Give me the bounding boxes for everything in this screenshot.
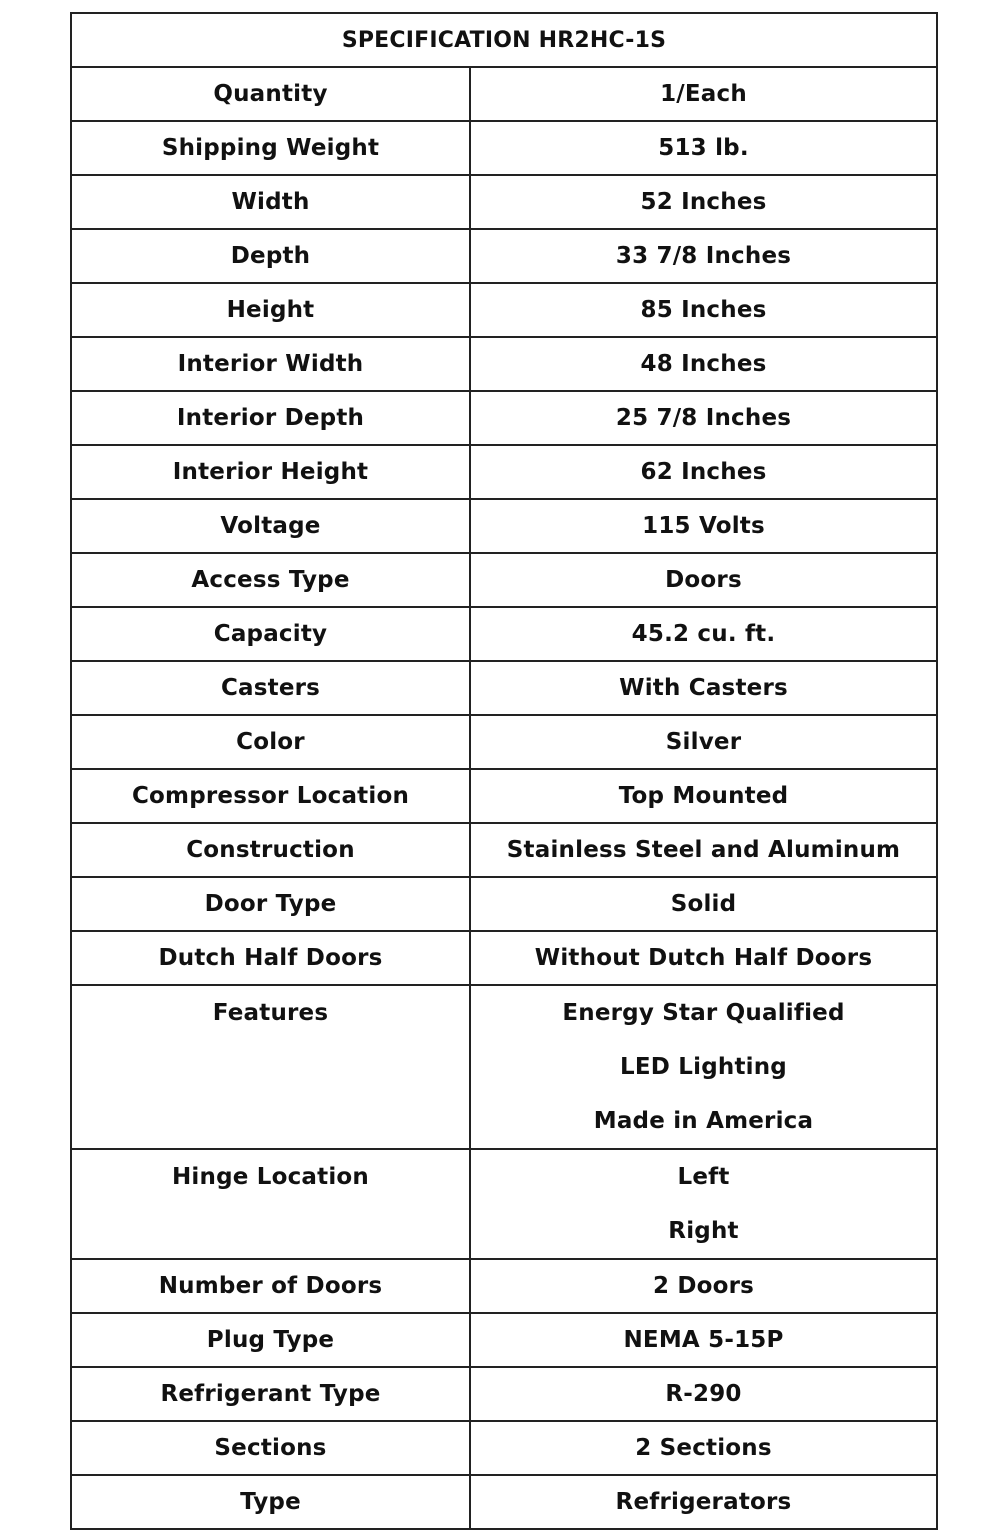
spec-value-list bbox=[470, 1149, 937, 1259]
spec-value: Refrigerators bbox=[470, 1475, 937, 1529]
spec-label: Sections bbox=[71, 1421, 470, 1475]
feature-item: Made in America bbox=[593, 1108, 814, 1134]
spec-label: Plug Type bbox=[71, 1313, 470, 1367]
spec-value: Without Dutch Half Doors bbox=[470, 931, 937, 985]
spec-value: 1/Each bbox=[470, 67, 937, 121]
hinge-item: Right bbox=[668, 1218, 739, 1244]
spec-value: 115 Volts bbox=[470, 499, 937, 553]
feature-item: Energy Star Qualified bbox=[562, 1000, 845, 1026]
spec-value: Silver bbox=[470, 715, 937, 769]
spec-value: 62 Inches bbox=[470, 445, 937, 499]
table-row bbox=[71, 607, 937, 661]
spec-label: Construction bbox=[71, 823, 470, 877]
table-row bbox=[71, 823, 937, 877]
spec-value: 25 7/8 Inches bbox=[470, 391, 937, 445]
spec-value: 513 lb. bbox=[470, 121, 937, 175]
feature-item: LED Lighting bbox=[620, 1054, 787, 1080]
spec-label: Interior Height bbox=[71, 445, 470, 499]
spec-value: NEMA 5-15P bbox=[470, 1313, 937, 1367]
spec-value: 48 Inches bbox=[470, 337, 937, 391]
spec-label: Height bbox=[71, 283, 470, 337]
spec-label: Color bbox=[71, 715, 470, 769]
table-row bbox=[71, 175, 937, 229]
table-row bbox=[71, 1259, 937, 1313]
spec-label: Quantity bbox=[71, 67, 470, 121]
table-row bbox=[71, 877, 937, 931]
spec-value-list bbox=[470, 985, 937, 1149]
table-row bbox=[71, 553, 937, 607]
spec-value: Solid bbox=[470, 877, 937, 931]
table-row bbox=[71, 445, 937, 499]
spec-label: Capacity bbox=[71, 607, 470, 661]
table-row bbox=[71, 499, 937, 553]
table-row bbox=[71, 229, 937, 283]
spec-value: 45.2 cu. ft. bbox=[470, 607, 937, 661]
table-row bbox=[71, 121, 937, 175]
table-row bbox=[71, 283, 937, 337]
table-row-hinge bbox=[71, 1149, 937, 1259]
spec-value: 52 Inches bbox=[470, 175, 937, 229]
spec-value: Top Mounted bbox=[470, 769, 937, 823]
spec-value: 33 7/8 Inches bbox=[470, 229, 937, 283]
hinge-item: Left bbox=[677, 1164, 730, 1190]
spec-label: Interior Width bbox=[71, 337, 470, 391]
table-row bbox=[71, 67, 937, 121]
table-row bbox=[71, 1367, 937, 1421]
spec-value: R-290 bbox=[470, 1367, 937, 1421]
table-row bbox=[71, 715, 937, 769]
table-row bbox=[71, 661, 937, 715]
table-row bbox=[71, 1475, 937, 1529]
table-row bbox=[71, 931, 937, 985]
table-row bbox=[71, 1313, 937, 1367]
table-title: SPECIFICATION HR2HC-1S bbox=[71, 13, 937, 67]
spec-label: Interior Depth bbox=[71, 391, 470, 445]
spec-label: Dutch Half Doors bbox=[71, 931, 470, 985]
spec-label: Shipping Weight bbox=[71, 121, 470, 175]
spec-label: Depth bbox=[71, 229, 470, 283]
spec-value: 85 Inches bbox=[470, 283, 937, 337]
table-title-row bbox=[71, 13, 937, 67]
spec-label: Access Type bbox=[71, 553, 470, 607]
table-row-features bbox=[71, 985, 937, 1149]
spec-value: 2 Sections bbox=[470, 1421, 937, 1475]
spec-value: With Casters bbox=[470, 661, 937, 715]
spec-label: Voltage bbox=[71, 499, 470, 553]
table-row bbox=[71, 337, 937, 391]
spec-label: Compressor Location bbox=[71, 769, 470, 823]
spec-label: Refrigerant Type bbox=[71, 1367, 470, 1421]
spec-label: Door Type bbox=[71, 877, 470, 931]
spec-label: Type bbox=[71, 1475, 470, 1529]
spec-label: Features bbox=[71, 985, 470, 1149]
spec-value: Stainless Steel and Aluminum bbox=[470, 823, 937, 877]
spec-label: Casters bbox=[71, 661, 470, 715]
table-row bbox=[71, 1421, 937, 1475]
spec-value: Doors bbox=[470, 553, 937, 607]
spec-value: 2 Doors bbox=[470, 1259, 937, 1313]
specification-table bbox=[70, 12, 938, 1530]
spec-label: Number of Doors bbox=[71, 1259, 470, 1313]
spec-label: Width bbox=[71, 175, 470, 229]
table-row bbox=[71, 769, 937, 823]
spec-label: Hinge Location bbox=[71, 1149, 470, 1259]
table-row bbox=[71, 391, 937, 445]
